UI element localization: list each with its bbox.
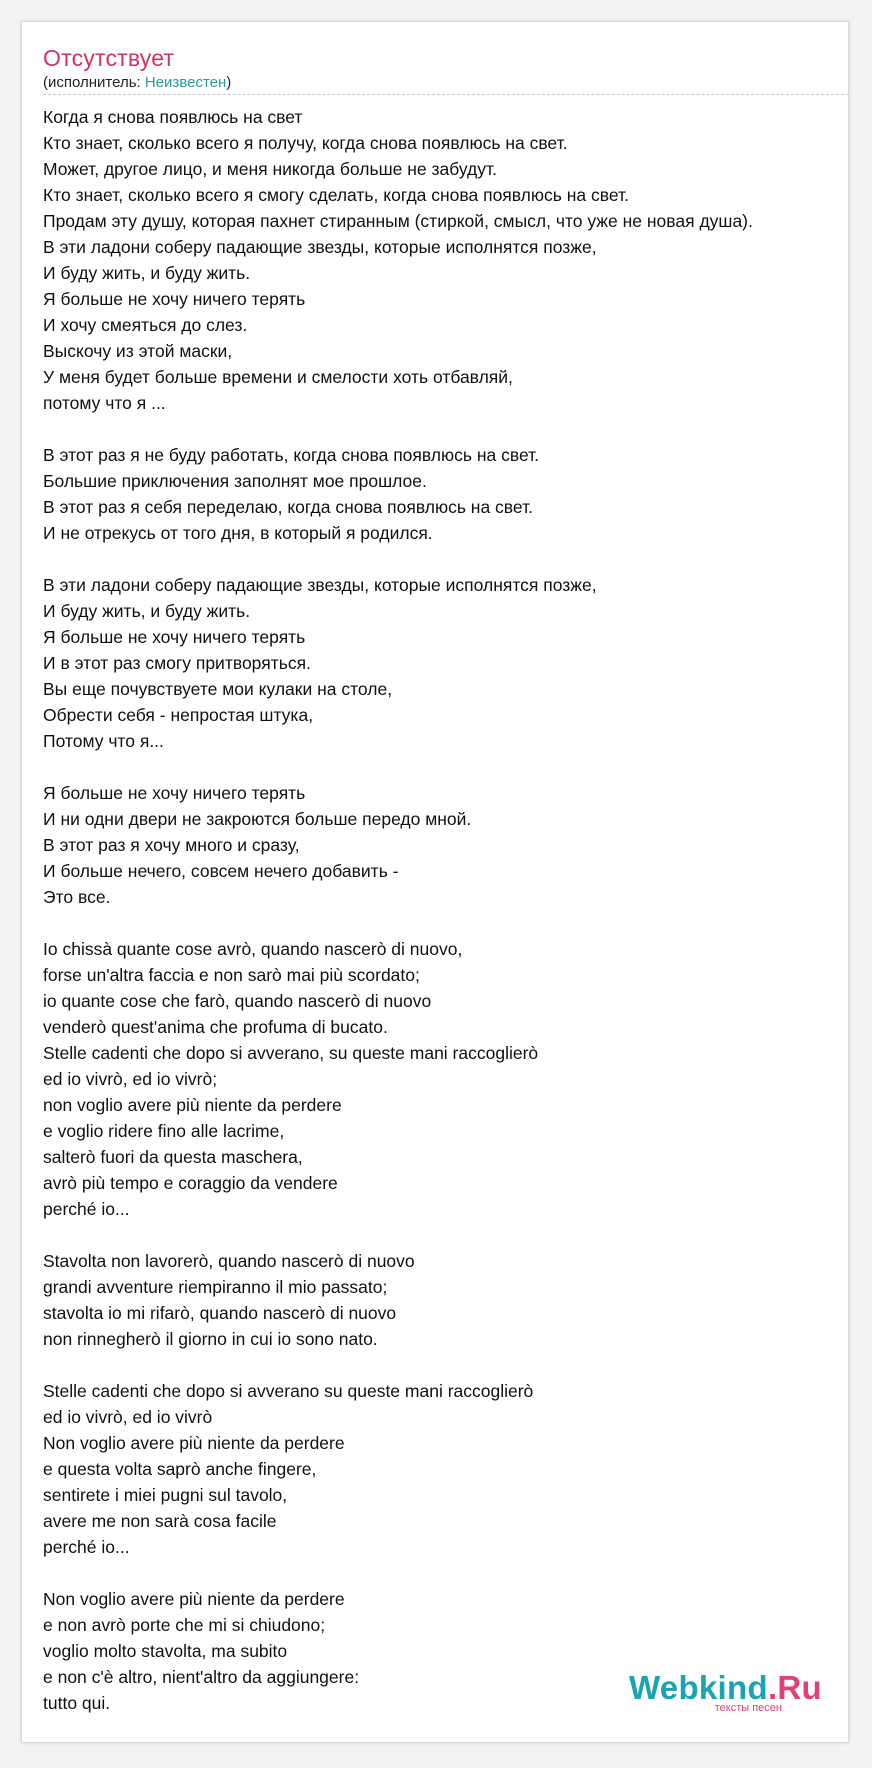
lyrics-line: perché io...	[43, 1537, 130, 1557]
lyrics-line: Stavolta non lavorerò, quando nascerò di nuovo	[43, 1251, 415, 1271]
lyrics-line: avrò più tempo e coraggio da vendere	[43, 1173, 338, 1193]
logo-tagline: тексты песен	[714, 1702, 782, 1714]
lyrics-line: И больше нечего, совсем нечего добавить -	[43, 861, 399, 881]
lyrics-line: И буду жить, и буду жить.	[43, 601, 251, 621]
lyrics-line: Io chissà quante cose avrò, quando nascerò di nuovo,	[43, 939, 463, 959]
lyrics-line: И не отрекусь от того дня, в который я родился.	[43, 523, 433, 543]
lyrics-card	[21, 21, 849, 1743]
lyrics-line: Большие приключения заполнят мое прошлое.	[43, 471, 427, 491]
lyrics-line: venderò quest'anima che profuma di bucato.	[43, 1017, 388, 1037]
lyrics-line: Обрести себя - непростая штука,	[43, 705, 314, 725]
lyrics-line	[43, 1222, 853, 1248]
lyrics-line: stavolta io mi rifarò, quando nascerò di nuovo	[43, 1303, 397, 1323]
lyrics-line: tutto qui.	[43, 1693, 111, 1713]
lyrics-line: salterò fuori da questa maschera,	[43, 1147, 303, 1167]
artist-prefix: (исполнитель:	[43, 74, 145, 91]
artist-line	[43, 73, 231, 93]
lyrics-line: io quante cose che farò, quando nascerò di nuovo	[43, 991, 432, 1011]
lyrics-line: Stelle cadenti che dopo si avverano su queste mani raccoglierò	[43, 1381, 534, 1401]
lyrics-line	[43, 416, 853, 442]
lyrics-line: В этот раз я себя переделаю, когда снова появлюсь на свет.	[43, 497, 533, 517]
lyrics-line	[43, 546, 853, 572]
lyrics-line: e non c'è altro, nient'altro da aggiungere:	[43, 1667, 360, 1687]
lyrics-line: Это все.	[43, 887, 111, 907]
lyrics-line: non rinnegherò il giorno in cui io sono nato.	[43, 1329, 378, 1349]
lyrics-line: forse un'altra faccia e non sarò mai più scordato;	[43, 965, 420, 985]
artist-link[interactable]: Неизвестен	[144, 74, 227, 91]
lyrics-line: Может, другое лицо, и меня никогда больше не забудут.	[43, 159, 497, 179]
lyrics-line: В этот раз я хочу много и сразу,	[43, 835, 300, 855]
lyrics-line: Выскочу из этой маски,	[43, 341, 233, 361]
lyrics-line: И буду жить, и буду жить.	[43, 263, 251, 283]
lyrics-line: e questa volta saprò anche fingere,	[43, 1459, 317, 1479]
artist-suffix: )	[226, 74, 232, 91]
lyrics-line: Вы еще почувствуете мои кулаки на столе,	[43, 679, 393, 699]
lyrics-line: В этот раз я не буду работать, когда снова появлюсь на свет.	[43, 445, 540, 465]
lyrics-line: В эти ладони соберу падающие звезды, которые исполнятся позже,	[43, 575, 597, 595]
lyrics-line: voglio molto stavolta, ma subito	[43, 1641, 288, 1661]
lyrics-line: Stelle cadenti che dopo si avverano, su queste mani raccoglierò	[43, 1043, 539, 1063]
logo-wordmark	[629, 1671, 822, 1705]
lyrics-line: Non voglio avere più niente da perdere	[43, 1589, 345, 1609]
lyrics-line: И в этот раз смогу притворяться.	[43, 653, 311, 673]
lyrics-line: Кто знает, сколько всего я получу, когда снова появлюсь на свет.	[43, 133, 568, 153]
lyrics-line	[43, 1560, 853, 1586]
lyrics-line: e voglio ridere fino alle lacrime,	[43, 1121, 285, 1141]
lyrics-line: В эти ладони соберу падающие звезды, которые исполнятся позже,	[43, 237, 597, 257]
lyrics-line: non voglio avere più niente da perdere	[43, 1095, 342, 1115]
lyrics-line: И ни одни двери не закроются больше передо мной.	[43, 809, 472, 829]
lyrics-line: Я больше не хочу ничего терять	[43, 783, 306, 803]
lyrics-line: потому что я ...	[43, 393, 166, 413]
song-title: Отсутствует	[43, 45, 175, 71]
lyrics-line: perché io...	[43, 1199, 130, 1219]
lyrics-line: И хочу смеяться до слез.	[43, 315, 248, 335]
header-divider	[43, 94, 849, 95]
lyrics-line	[43, 1352, 853, 1378]
lyrics-line: Non voglio avere più niente da perdere	[43, 1433, 345, 1453]
lyrics-line: Я больше не хочу ничего терять	[43, 627, 306, 647]
lyrics-line: e non avrò porte che mi si chiudono;	[43, 1615, 326, 1635]
lyrics-line: У меня будет больше времени и смелости хоть отбавляй,	[43, 367, 513, 387]
logo-main-text: Webkind	[628, 1669, 768, 1706]
lyrics-text	[43, 104, 853, 1716]
lyrics-line: ed io vivrò, ed io vivrò	[43, 1407, 213, 1427]
lyrics-line: grandi avventure riempiranno il mio passato;	[43, 1277, 388, 1297]
lyrics-line: Я больше не хочу ничего терять	[43, 289, 306, 309]
lyrics-line: ed io vivrò, ed io vivrò;	[43, 1069, 218, 1089]
lyrics-line: sentirete i miei pugni sul tavolo,	[43, 1485, 288, 1505]
lyrics-line: Продам эту душу, которая пахнет стиранным (стиркой, смысл, что уже не новая душа).	[43, 211, 753, 231]
site-logo[interactable]	[629, 1671, 822, 1714]
logo-domain-text: .Ru	[767, 1669, 822, 1706]
lyrics-line: Потому что я...	[43, 731, 164, 751]
lyrics-line: Кто знает, сколько всего я смогу сделать, когда снова появлюсь на свет.	[43, 185, 629, 205]
lyrics-line: Когда я снова появлюсь на свет	[43, 107, 303, 127]
lyrics-line	[43, 910, 853, 936]
lyrics-line	[43, 754, 853, 780]
lyrics-line: avere me non sarà cosa facile	[43, 1511, 277, 1531]
